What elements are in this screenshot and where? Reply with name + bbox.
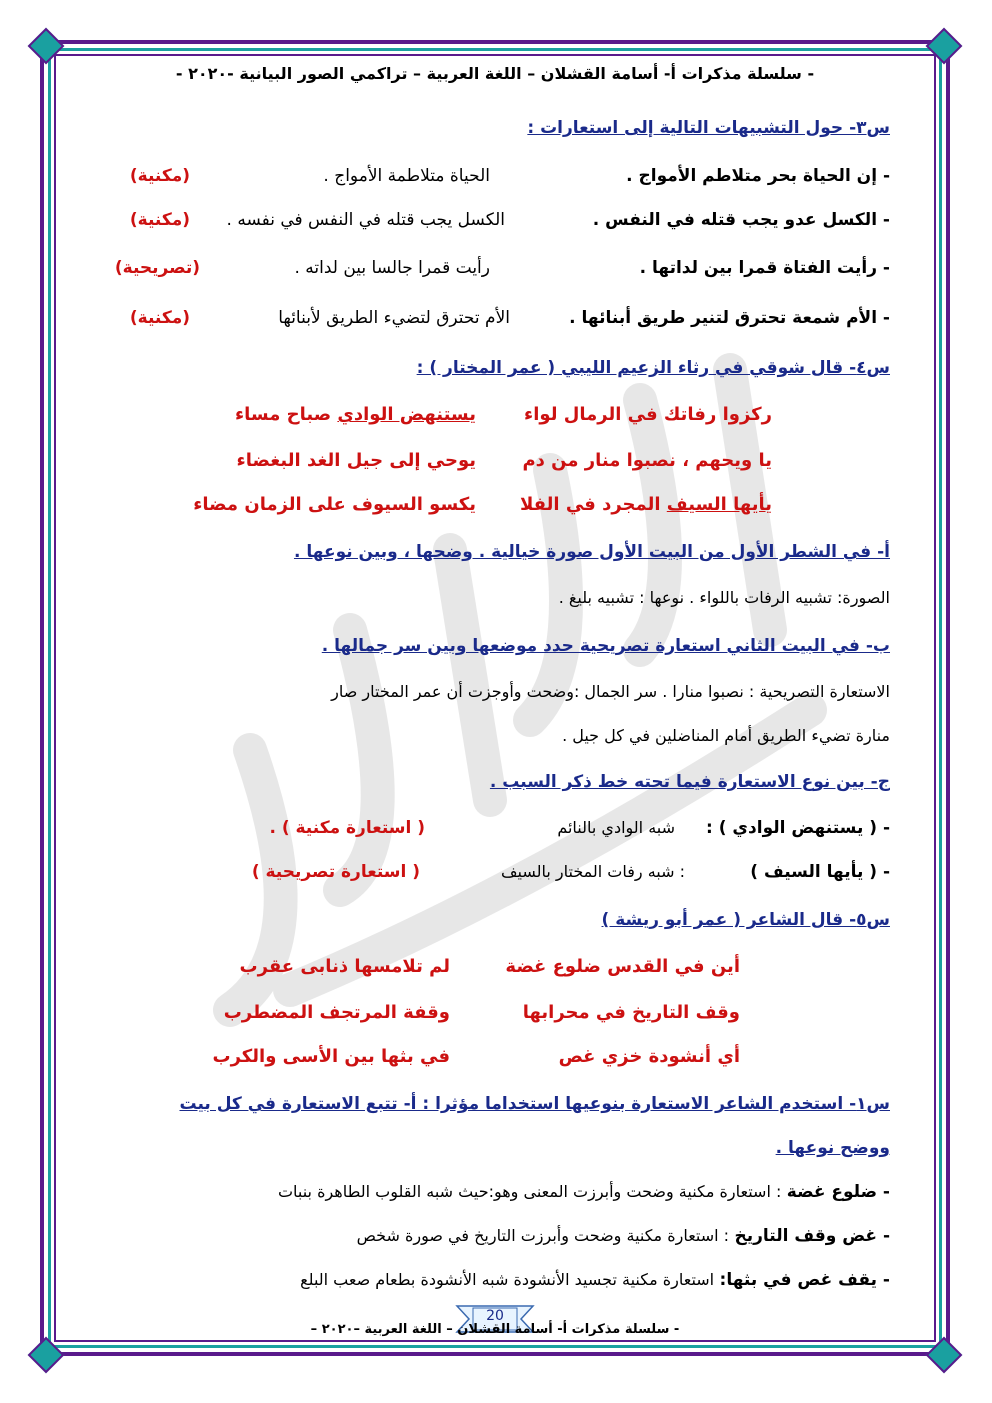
c-desc: : شبه رفات المختار بالسيف	[500, 862, 685, 881]
q1-row	[100, 1226, 890, 1246]
verse-second-half: يكسو السيوف على الزمان مضاء	[193, 494, 476, 515]
q3-question: - رأيت الفتاة قمرا بين لداتها .	[639, 258, 890, 278]
q3-title: س٣- حول التشبيهات التالية إلى استعارات :	[527, 118, 890, 138]
c-term: - ( يأيها السيف )	[750, 862, 890, 882]
verse-first-half: يأيها السيف المجرد في الفلا	[520, 494, 772, 515]
verse-second-half: لم تلامسها ذنابى عقرب	[239, 956, 450, 977]
q1-row	[100, 1182, 890, 1202]
q3-type: (مكنية)	[129, 308, 190, 328]
q4-title: س٤- قال شوقي في رثاء الزعيم الليبي ( عمر المختار ) :	[416, 358, 890, 378]
q4-part-b-title: ب- في البيت الثاني استعارة تصريحية حدد موضعها وبين سر جمالها .	[321, 636, 890, 656]
page-footer: - سلسلة مذكرات أ- أسامة القشلان – اللغة العربية –٢٠٢٠ –	[310, 1322, 680, 1337]
q3-answer: الكسل يجب قتله في النفس في نفسه .	[226, 210, 505, 230]
verse-first-half: يا ويحهم ، نصبوا منار من دم	[522, 450, 772, 471]
verse-second-half: وقفة المرتجف المضطرب	[223, 1002, 450, 1023]
verse-first-half: أي أنشودة خزي غص	[558, 1046, 740, 1067]
q1-term: - يقف غص في بثها:	[719, 1270, 890, 1290]
verse-second-half: يستنهض الوادي صباح مساء	[234, 404, 476, 425]
q1-term: - غض وقف التاريخ	[734, 1226, 890, 1246]
q1-desc: : استعارة مكنية وضحت وأبرزت التاريخ في صورة شخص	[356, 1226, 730, 1245]
c-type: ( استعارة مكنية ) .	[269, 818, 425, 838]
c-desc: شبه الوادي بالنائم	[557, 818, 675, 837]
q1-row	[100, 1270, 890, 1290]
q5-title: س٥- قال الشاعر ( عمر أبو ريشة )	[601, 910, 890, 930]
q4-part-b-answer-line1: الاستعارة التصريحية : نصبوا منارا . سر الجمال :وضحت وأوجزت أن عمر المختار صار	[331, 682, 890, 701]
c-type: ( استعارة تصريحية )	[251, 862, 420, 882]
q4-part-b-answer-line2: منارة تضيء الطريق أمام المناضلين في كل جيل .	[562, 726, 890, 745]
verse-first-half: ركزوا رفاتك في الرمال لواء	[524, 404, 772, 425]
q1-title-line1: س١- استخدم الشاعر الاستعارة بنوعيها استخداما مؤثرا : أ- تتبع الاستعارة في كل بيت	[179, 1094, 890, 1114]
q3-type: (مكنية)	[129, 210, 190, 230]
q1-desc: : استعارة مكنية وضحت وأبرزت المعنى وهو:حيث شبه القلوب الطاهرة بنبات	[277, 1182, 782, 1201]
q3-type: (مكنية)	[129, 166, 190, 186]
verse-second-half: في بثها بين الأسى والكرب	[212, 1046, 450, 1067]
c-term: - ( يستنهض الوادي ) :	[706, 818, 890, 838]
q3-question: - إن الحياة بحر متلاطم الأمواج .	[626, 166, 890, 186]
verse-second-half: يوحي إلى جيل الغد البغضاء	[236, 450, 476, 471]
page-number: 20	[486, 1308, 504, 1324]
verse-first-half: أين في القدس ضلوع غضة	[505, 956, 740, 977]
q3-type: (تصريحية)	[114, 258, 200, 278]
q4-part-c-title: ج- بين نوع الاستعارة فيما تحته خط ذكر السبب .	[489, 772, 890, 792]
q3-answer: رأيت قمرا جالسا بين لداته .	[294, 258, 490, 278]
q3-answer: الحياة متلاطمة الأمواج .	[323, 166, 490, 186]
verse-first-half: وقف التاريخ في محرابها	[522, 1002, 740, 1023]
q3-answer: الأم تحترق لتضيء الطريق لأبنائها	[278, 308, 510, 328]
q4-part-a-answer: الصورة: تشبيه الرفات باللواء . نوعها : تشبيه بليغ .	[558, 588, 890, 607]
q1-term: - ضلوع غضة	[786, 1182, 890, 1202]
q3-question: - الأم شمعة تحترق لتنير طريق أبنائها .	[569, 308, 890, 328]
q1-desc: استعارة مكنية تجسيد الأنشودة شبه الأنشودة بطعام صعب البلع	[300, 1270, 715, 1289]
page-header: - سلسلة مذكرات أ- أسامة القشلان – اللغة العربية – تراكمي الصور البيانية -٢٠٢٠ -	[175, 64, 815, 83]
q1-title-line2: ووضح نوعها .	[775, 1138, 890, 1158]
q4-part-a-title: أ- في الشطر الأول من البيت الأول صورة خيالية . وضحها ، وبين نوعها .	[293, 542, 890, 562]
q3-question: - الكسل عدو يجب قتله في النفس .	[592, 210, 890, 230]
